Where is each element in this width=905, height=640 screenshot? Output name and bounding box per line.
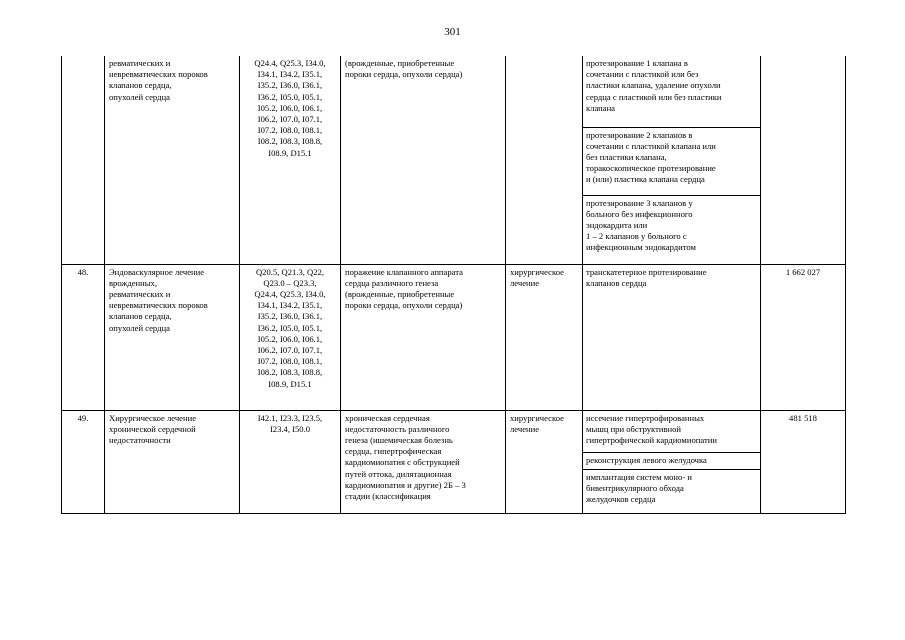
- row-number: [62, 56, 105, 264]
- treatment-method: протезирование 2 клапанов в сочетании с пластикой клапана или без пластики клапана, торакоскопическое протезирование и (или) пластика клапана сердца: [583, 127, 761, 195]
- table-row: [62, 264, 846, 410]
- care-name: Эндоваскулярное лечение врожденных, ревматических и невревматических пороков клапанов сердца, опухолей сердца: [105, 264, 240, 410]
- icd-codes: Q20.5, Q21.3, Q22, Q23.0 – Q23.3, Q24.4, Q25.3, I34.0, I34.1, I34.2, I35.1, I35.2, I36.0, I36.1, I36.2, I05.0, I05.1, I05.2, I06.0, I06.1, I06.2, I07.0, I07.1, I07.2, I08.0, I08.1, I08.2, I08.3, I08.8, I08.9, D15.1: [240, 264, 341, 410]
- treatment-type: хирургическое лечение: [506, 264, 583, 410]
- icd-codes: Q24.4, Q25.3, I34.0, I34.1, I34.2, I35.1, I35.2, I36.0, I36.1, I36.2, I05.0, I05.1, I05.2, I06.0, I06.1, I06.2, I07.0, I07.1, I07.2, I08.0, I08.1, I08.2, I08.3, I08.8, I08.9, D15.1: [240, 56, 341, 264]
- care-name: Хирургическое лечение хронической сердечной недостаточности: [105, 410, 240, 513]
- table-row: [62, 56, 846, 127]
- row-number: 49.: [62, 410, 105, 513]
- treatment-method: иссечение гипертрофированных мышц при обструктивной гипертрофической кардиомиопатии: [583, 410, 761, 452]
- treatment-method: имплантация систем моно- и бивентрикулярного обхода желудочков сердца: [583, 469, 761, 513]
- treatment-method: транскатетерное протезирование клапанов сердца: [583, 264, 761, 410]
- icd-codes: I42.1, I23.3, I23.5, I23.4, I50.0: [240, 410, 341, 513]
- table-row: [62, 410, 846, 452]
- treatment-method: протезирование 3 клапанов у больного без инфекционного эндокардита или 1 – 2 клапанов у больного с инфекционным эндокардитом: [583, 195, 761, 264]
- patient-model: хроническая сердечная недостаточность различного генеза (ишемическая болезнь сердца, гипертрофическая кардиомиопатия с обструкцией путей оттока, дилятационная кардиомиопатия и другие) 2Б – 3 стадии (классификация: [341, 410, 506, 513]
- patient-model: поражение клапанного аппарата сердца различного генеза (врожденные, приобретенные пороки сердца, опухоли сердца): [341, 264, 506, 410]
- page-number: 301: [444, 26, 461, 38]
- care-name: ревматических и невревматических пороков клапанов сердца, опухолей сердца: [105, 56, 240, 264]
- cost-value: [761, 56, 846, 264]
- treatment-type: [506, 56, 583, 264]
- medical-care-table: [61, 56, 846, 514]
- treatment-method: протезирование 1 клапана в сочетании с пластикой или без пластики клапана, удаление опухоли сердца с пластикой или без пластики клапана: [583, 56, 761, 127]
- treatment-method: реконструкция левого желудочка: [583, 452, 761, 469]
- patient-model: (врожденные, приобретенные пороки сердца, опухоли сердца): [341, 56, 506, 264]
- treatment-type: хирургическое лечение: [506, 410, 583, 513]
- cost-value: 1 662 027: [761, 264, 846, 410]
- row-number: 48.: [62, 264, 105, 410]
- cost-value: 481 518: [761, 410, 846, 513]
